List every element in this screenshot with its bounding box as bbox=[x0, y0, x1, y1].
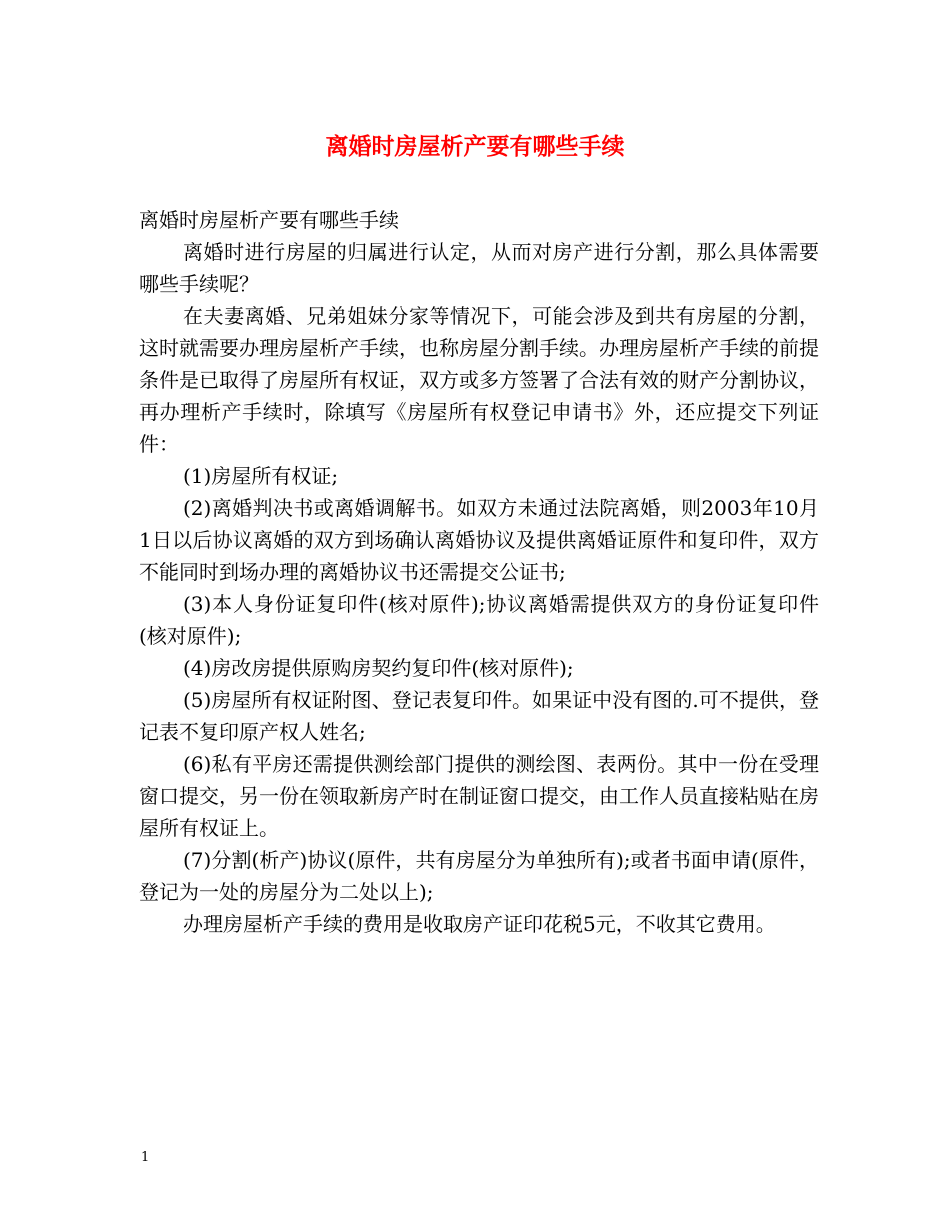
list-item-6: (6)私有平房还需提供测绘部门提供的测绘图、表两份。其中一份在受理窗口提交，另一份在领取新房产时在制证窗口提交，由工作人员直接粘贴在房屋所有权证上。 bbox=[139, 752, 819, 840]
list-item-4: (4)房改房提供原购房契约复印件(核对原件); bbox=[183, 656, 574, 680]
paragraph-fee: 办理房屋析产手续的费用是收取房产证印花税5元，不收其它费用。 bbox=[183, 912, 776, 936]
list-item-2: (2)离婚判决书或离婚调解书。如双方未通过法院离婚，则2003年10月1日以后协议离婚的双方到场确认离婚协议及提供离婚证原件和复印件，双方不能同时到场办理的离婚协议书还需提交公证书; bbox=[139, 496, 819, 584]
list-item-7: (7)分割(析产)协议(原件，共有房屋分为单独所有);或者书面申请(原件，登记为一处的房屋分为二处以上); bbox=[139, 848, 819, 904]
list-item-3: (3)本人身份证复印件(核对原件);协议离婚需提供双方的身份证复印件(核对原件); bbox=[139, 592, 819, 648]
document-body bbox=[139, 204, 819, 940]
page-number: 1 bbox=[141, 1150, 150, 1165]
paragraph-background: 在夫妻离婚、兄弟姐妹分家等情况下，可能会涉及到共有房屋的分割，这时就需要办理房屋析产手续，也称房屋分割手续。办理房屋析产手续的前提条件是已取得了房屋所有权证，双方或多方签署了合法有效的财产分割协议，再办理析产手续时，除填写《房屋所有权登记申请书》外，还应提交下列证件： bbox=[139, 304, 819, 456]
paragraph-intro: 离婚时进行房屋的归属进行认定，从而对房产进行分割，那么具体需要哪些手续呢？ bbox=[139, 240, 819, 296]
paragraph-heading: 离婚时房屋析产要有哪些手续 bbox=[139, 208, 399, 232]
page-title: 离婚时房屋析产要有哪些手续 bbox=[325, 134, 625, 160]
list-item-5: (5)房屋所有权证附图、登记表复印件。如果证中没有图的.可不提供，登记表不复印原产权人姓名; bbox=[139, 688, 819, 744]
list-item-1: (1)房屋所有权证; bbox=[183, 464, 339, 488]
